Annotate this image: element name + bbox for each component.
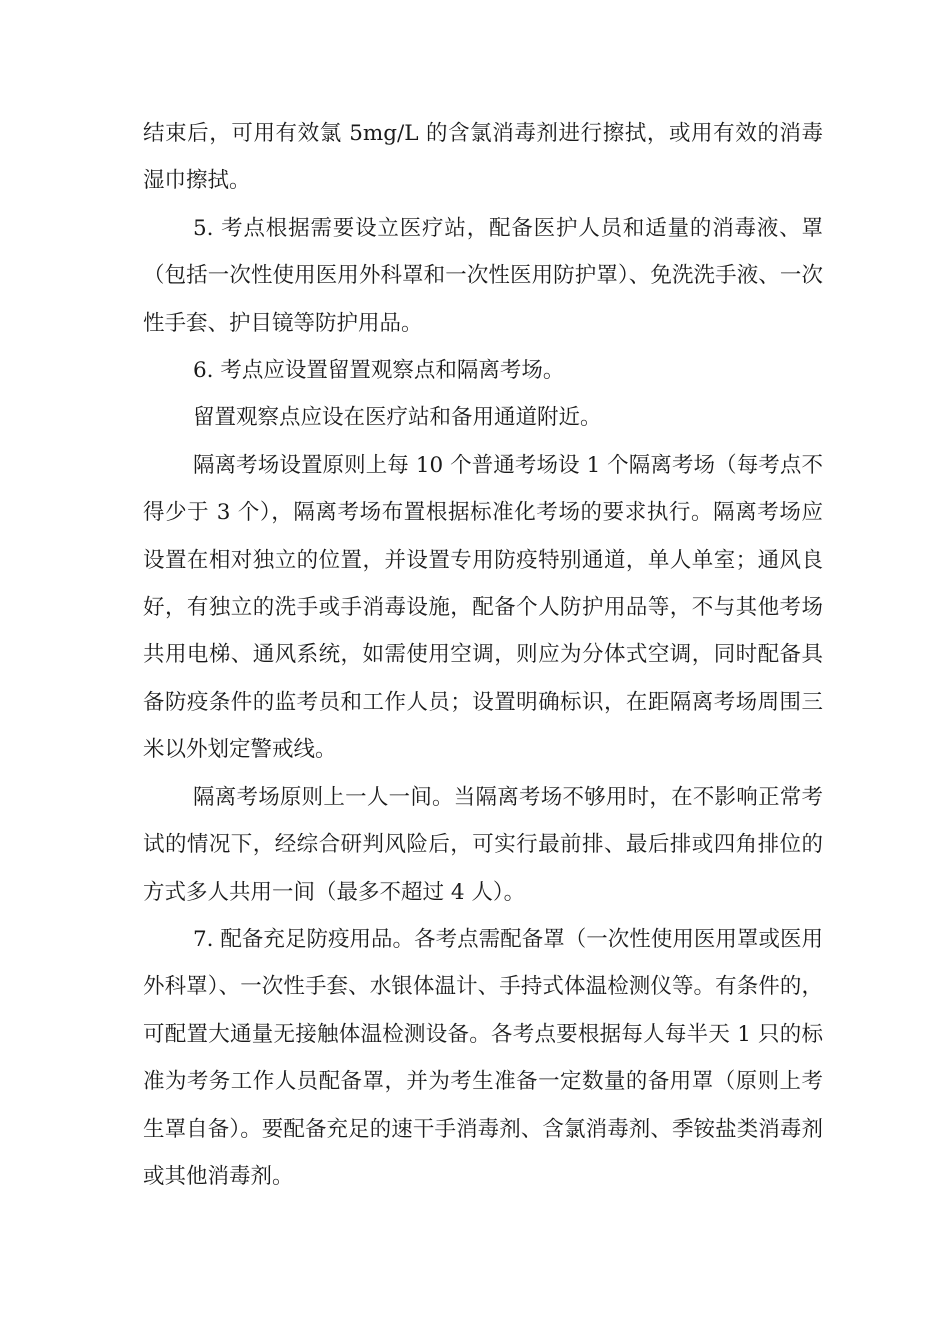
paragraph-isolation-setup: 隔离考场设置原则上每 10 个普通考场设 1 个隔离考场（每考点不得少于 3 个），隔离考场布置根据标准化考场的要求执行。隔离考场应设置在相对独立的位置，并设置专用防疫特别通道，单人单室；通风良好，有独立的洗手或手消毒设施，配备个人防护用品等，不与其他考场共用电梯、通风系统，如需使用空调，则应为分体式空调，同时配备具备防疫条件的监考员和工作人员；设置明确标识，在距隔离考场周围三米以外划定警戒线。 — [143, 452, 823, 763]
document-body — [143, 110, 823, 1200]
paragraph-medical-station: 5. 考点根据需要设立医疗站，配备医护人员和适量的消毒液、罩（包括一次性使用医用外科罩和一次性医用防护罩）、免洗洗手液、一次性手套、护目镜等防护用品。 — [143, 215, 823, 336]
paragraph-continuation: 结束后，可用有效氯 5mg/L 的含氯消毒剂进行擦拭，或用有效的消毒湿巾擦拭。 — [143, 121, 823, 194]
paragraph-isolation-capacity: 隔离考场原则上一人一间。当隔离考场不够用时，在不影响正常考试的情况下，经综合研判风险后，可实行最前排、最后排或四角排位的方式多人共用一间（最多不超过 4 人）。 — [143, 784, 823, 905]
paragraph-supplies: 7. 配备充足防疫用品。各考点需配备罩（一次性使用医用罩或医用外科罩）、一次性手套、水银体温计、手持式体温检测仪等。有条件的，可配置大通量无接触体温检测设备。各考点要根据每人每半天 1 只的标准为考务工作人员配备罩，并为考生准备一定数量的备用罩（原则上考生罩自备）。要配备充足的速干手消毒剂、含氯消毒剂、季铵盐类消毒剂或其他消毒剂。 — [143, 926, 823, 1189]
paragraph-observation-location: 留置观察点应设在医疗站和备用通道附近。 — [193, 405, 602, 431]
paragraph-observation-isolation: 6. 考点应设置留置观察点和隔离考场。 — [193, 358, 565, 384]
